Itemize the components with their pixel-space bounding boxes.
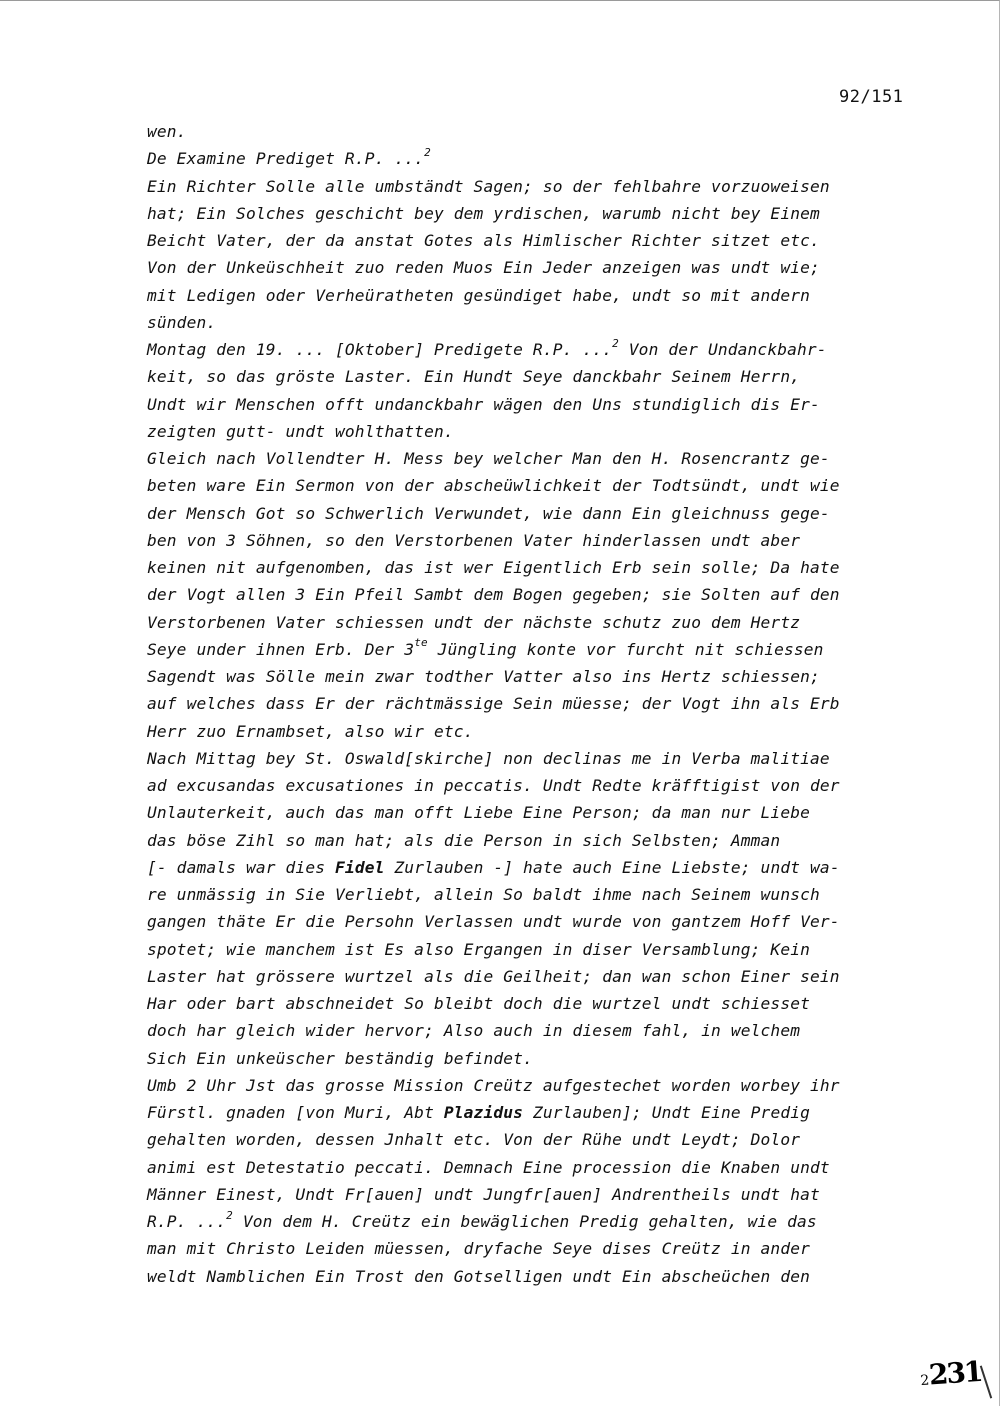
text-line	[147, 936, 922, 963]
text-line	[147, 690, 922, 717]
text-line	[147, 1045, 922, 1072]
text-line	[147, 227, 922, 254]
line-text: Beicht Vater, der da anstat Gotes als Himlischer Richter sitzet etc.	[147, 231, 820, 250]
line-text: De Examine Prediget R.P. ...	[147, 149, 425, 169]
text-line	[147, 1235, 922, 1262]
text-line	[147, 500, 922, 527]
text-line	[147, 472, 922, 499]
handwritten-folio-number	[919, 1355, 983, 1392]
text-line	[147, 418, 922, 445]
text-line	[147, 445, 922, 472]
bold-name: Fidel	[335, 857, 385, 877]
line-text: Von der Unkeüschheit zuo reden Muos Ein Jeder anzeigen was undt wie;	[147, 258, 820, 278]
line-text: Nach Mittag bey St. Oswald[skirche] non declinas me in Verba malitiae	[147, 748, 830, 768]
transcription-body	[147, 118, 922, 1290]
line-text: re unmässig in Sie Verliebt, allein So baldt ihme nach Seinem wunsch	[147, 885, 820, 904]
line-text-continued: Zurlauben]; Undt Eine Predig	[523, 1103, 811, 1122]
text-line	[147, 145, 922, 172]
line-text: animi est Detestatio peccati. Demnach Eine procession die Knaben undt	[147, 1157, 830, 1177]
line-text-continued: Von der Undanckbahr-	[618, 340, 827, 359]
line-text-continued: Von dem H. Creütz ein bewäglichen Predig gehalten, wie das	[232, 1212, 817, 1231]
superscript: te	[414, 636, 428, 650]
line-text: [- damals war dies	[147, 857, 336, 877]
text-line	[147, 718, 922, 745]
text-line	[147, 173, 922, 200]
line-text: Verstorbenen Vater schiessen undt der nächste schutz zuo dem Hertz	[147, 612, 801, 632]
line-text: das böse Zihl so man hat; als die Person in sich Selbsten; Amman	[147, 830, 781, 850]
line-text: gangen thäte Er die Persohn Verlassen undt wurde von gantzem Hoff Ver-	[147, 912, 840, 932]
text-line	[147, 609, 922, 636]
line-text: doch har gleich wider hervor; Also auch in diesem fahl, in welchem	[147, 1021, 801, 1041]
text-line	[147, 581, 922, 608]
line-text: hat; Ein Solches geschicht bey dem yrdischen, warumb nicht bey Einem	[147, 203, 820, 223]
line-text: Ein Richter Solle alle umbständt Sagen; so der fehlbahre vorzuoweisen	[147, 176, 830, 196]
text-line	[147, 527, 922, 554]
superscript: 2	[226, 1208, 233, 1222]
line-text: Umb 2 Uhr Jst das grosse Mission Creütz aufgestechet worden worbey ihr	[147, 1075, 840, 1095]
superscript: 2	[424, 145, 431, 159]
text-line	[147, 1154, 922, 1181]
line-text: man mit Christo Leiden müessen, dryfache Seye dises Creütz in ander	[147, 1239, 811, 1259]
text-line	[147, 118, 922, 145]
line-text-continued: Zurlauben -] hate auch Eine Liebste; undt wa-	[384, 857, 840, 877]
line-text: keinen nit aufgenomben, das ist wer Eigentlich Erb sein solle; Da hate	[147, 558, 840, 577]
text-line	[147, 990, 922, 1017]
text-line	[147, 1181, 922, 1208]
bold-name: Plazidus	[443, 1103, 524, 1122]
line-text: Laster hat grössere wurtzel als die Geilheit; dan wan schon Einer sein	[147, 966, 840, 986]
text-line	[147, 636, 922, 663]
line-text: keit, so das gröste Laster. Ein Hundt Seye danckbahr Seinem Herrn,	[147, 367, 801, 387]
text-line	[147, 282, 922, 309]
line-text: mit Ledigen oder Verheüratheten gesündiget habe, undt so mit andern	[147, 285, 811, 305]
text-line	[147, 854, 922, 881]
line-text: R.P. ...	[147, 1212, 227, 1231]
text-line	[147, 908, 922, 935]
text-line	[147, 745, 922, 772]
line-text: Fürstl. gnaden [von Muri, Abt	[147, 1103, 444, 1122]
line-text: spotet; wie manchem ist Es also Ergangen in diser Versamblung; Kein	[147, 939, 811, 959]
line-text: gehalten worden, dessen Jnhalt etc. Von der Rühe undt Leydt; Dolor	[147, 1130, 801, 1150]
line-text: beten ware Ein Sermon von der abscheüwlichkeit der Todtsündt, undt wie	[147, 476, 840, 496]
superscript: 2	[612, 336, 619, 350]
text-line	[147, 1126, 922, 1153]
text-line	[147, 391, 922, 418]
line-text: weldt Namblichen Ein Trost den Gotselligen undt Ein abscheüchen den	[147, 1266, 811, 1286]
line-text: Herr zuo Ernambset, also wir etc.	[147, 721, 474, 741]
page-number: 92/151	[839, 87, 904, 107]
line-text: Montag den 19. ... [Oktober] Predigete R.P. ...	[147, 340, 613, 359]
line-text: ben von 3 Söhnen, so den Verstorbenen Vater hinderlassen undt aber	[147, 530, 801, 550]
text-line	[147, 799, 922, 826]
text-line	[147, 827, 922, 854]
text-line	[147, 881, 922, 908]
line-text: der Vogt allen 3 Ein Pfeil Sambt dem Bogen gegeben; sie Solten auf den	[147, 585, 840, 605]
line-text: ad excusandas excusationes in peccatis. Undt Redte kräfftigist von der	[147, 776, 840, 795]
text-line	[147, 200, 922, 227]
text-line	[147, 963, 922, 990]
folio-number: 231	[927, 1354, 983, 1392]
folio-prefix: 2	[919, 1372, 928, 1390]
text-line	[147, 309, 922, 336]
line-text: Unlauterkeit, auch das man offt Liebe Eine Person; da man nur Liebe	[147, 803, 811, 823]
text-line	[147, 1072, 922, 1099]
text-line	[147, 1263, 922, 1290]
text-line	[147, 363, 922, 390]
line-text: Har oder bart abschneidet So bleibt doch die wurtzel undt schiesset	[147, 994, 811, 1013]
line-text: auf welches dass Er der rächtmässige Sein müesse; der Vogt ihn als Erb	[147, 694, 840, 714]
line-text: Undt wir Menschen offt undanckbahr wägen den Uns stundiglich dis Er-	[147, 394, 820, 414]
text-line	[147, 663, 922, 690]
line-text-continued: Jüngling konte vor furcht nit schiessen	[427, 639, 824, 659]
line-text: sünden.	[147, 312, 217, 332]
text-line	[147, 1208, 922, 1235]
line-text: Seye under ihnen Erb. Der 3	[147, 639, 415, 659]
text-line	[147, 1099, 922, 1126]
line-text: Männer Einest, Undt Fr[auen] undt Jungfr[auen] Andrentheils undt hat	[147, 1184, 820, 1204]
line-text: Sagendt was Sölle mein zwar todther Vatter also ins Hertz schiessen;	[147, 667, 820, 686]
text-line	[147, 336, 922, 363]
text-line	[147, 1017, 922, 1044]
text-line	[147, 772, 922, 799]
line-text: wen.	[147, 122, 187, 141]
line-text: der Mensch Got so Schwerlich Verwundet, wie dann Ein gleichnuss gege-	[147, 503, 830, 523]
line-text: Sich Ein unkeüscher beständig befindet.	[147, 1048, 533, 1068]
line-text: zeigten gutt- undt wohlthatten.	[147, 421, 454, 441]
line-text: Gleich nach Vollendter H. Mess bey welcher Man den H. Rosencrantz ge-	[147, 449, 830, 468]
text-line	[147, 554, 922, 581]
text-line	[147, 254, 922, 281]
